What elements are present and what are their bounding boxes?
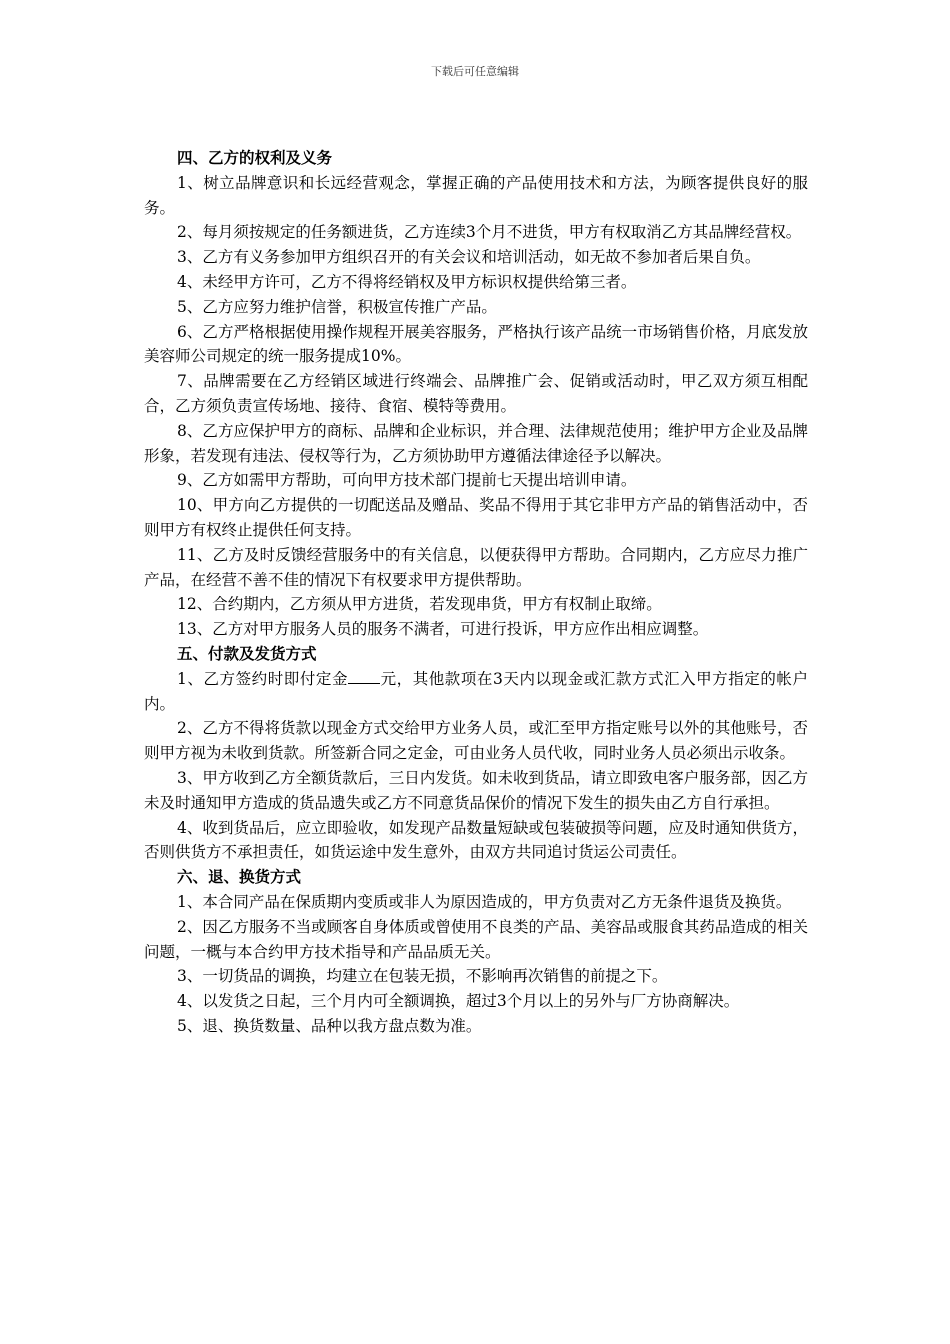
clause-6-4: 4、以发货之日起，三个月内可全额调换，超过3个月以上的另外与厂方协商解决。 [177,992,740,1011]
clause-4-7: 7、品牌需要在乙方经销区域进行终端会、品牌推广会、促销或活动时，甲乙双方须互相配合，乙方须负责宣传场地、接待、食宿、模特等费用。 [144,372,808,415]
clause-5-4: 4、收到货品后，应立即验收，如发现产品数量短缺或包装破损等问题，应及时通知供货方，否则供货方不承担责任，如货运途中发生意外，由双方共同追讨货运公司责任。 [144,818,808,862]
clause-5-1 [144,667,808,717]
clause-5-1-before-blank: 1、乙方签约时即付定金 [177,669,349,688]
section-title-payment-delivery: 五、付款及发货方式 [177,644,317,663]
document-body [144,146,808,1039]
clause-5-1-after-blank: 元，其他款项在3天内以现金或汇款方式汇入甲方指定的帐户内。 [144,669,808,713]
clause-6-2: 2、因乙方服务不当或顾客自身体质或曾使用不良类的产品、美容品或服食其药品造成的相关问题，一概与本合约甲方技术指导和产品品质无关。 [144,917,808,961]
clause-4-3: 3、乙方有义务参加甲方组织召开的有关会议和培训活动，如无故不参加者后果自负。 [177,248,761,267]
clause-6-3: 3、一切货品的调换，均建立在包装无损，不影响再次销售的前提之下。 [177,967,668,986]
clause-4-2: 2、每月须按规定的任务额进货，乙方连续3个月不进货，甲方有权取消乙方其品牌经营权。 [177,223,802,242]
clause-4-4: 4、未经甲方许可，乙方不得将经销权及甲方标识权提供给第三者。 [177,272,637,291]
section-title-return-exchange: 六、退、换货方式 [177,868,302,887]
section-title-rights-obligations: 四、乙方的权利及义务 [177,149,333,167]
clause-4-1: 1、树立品牌意识和长远经营观念，掌握正确的产品使用技术和方法，为顾客提供良好的服务。 [144,173,808,217]
clause-4-12: 12、合约期内，乙方须从甲方进货，若发现串货，甲方有权制止取缔。 [177,595,662,614]
clause-4-8: 8、乙方应保护甲方的商标、品牌和企业标识，并合理、法律规范使用；维护甲方企业及品牌形象，若发现有违法、侵权等行为，乙方须协助甲方遵循法律途径予以解决。 [144,421,808,465]
deposit-amount-blank [348,669,380,684]
clause-4-6: 6、乙方严格根据使用操作规程开展美容服务，严格执行该产品统一市场销售价格，月底发放美容师公司规定的统一服务提成10%。 [144,322,808,366]
clause-4-11: 11、乙方及时反馈经营服务中的有关信息，以便获得甲方帮助。合同期内，乙方应尽力推广产品，在经营不善不佳的情况下有权要求甲方提供帮助。 [144,545,808,589]
clause-4-10: 10、甲方向乙方提供的一切配送品及赠品、奖品不得用于其它非甲方产品的销售活动中，否则甲方有权终止提供任何支持。 [144,496,808,539]
clause-4-13: 13、乙方对甲方服务人员的服务不满者，可进行投诉，甲方应作出相应调整。 [177,620,709,639]
clause-4-9: 9、乙方如需甲方帮助，可向甲方技术部门提前七天提出培训申请。 [177,471,637,490]
clause-4-5: 5、乙方应努力维护信誉，积极宣传推广产品。 [177,297,497,316]
clause-6-1: 1、本合同产品在保质期内变质或非人为原因造成的，甲方负责对乙方无条件退货及换货。 [177,892,792,911]
page-header: 下载后可任意编辑 [431,65,519,78]
clause-6-5: 5、退、换货数量、品种以我方盘点数为准。 [177,1016,482,1035]
clause-5-3: 3、甲方收到乙方全额货款后，三日内发货。如未收到货品，请立即致电客户服务部，因乙方未及时通知甲方造成的货品遗失或乙方不同意货品保价的情况下发生的损失由乙方自行承担。 [144,768,808,812]
clause-5-2: 2、乙方不得将货款以现金方式交给甲方业务人员，或汇至甲方指定账号以外的其他账号，否则甲方视为未收到货款。所签新合同之定金，可由业务人员代收，同时业务人员必须出示收条。 [144,719,808,763]
